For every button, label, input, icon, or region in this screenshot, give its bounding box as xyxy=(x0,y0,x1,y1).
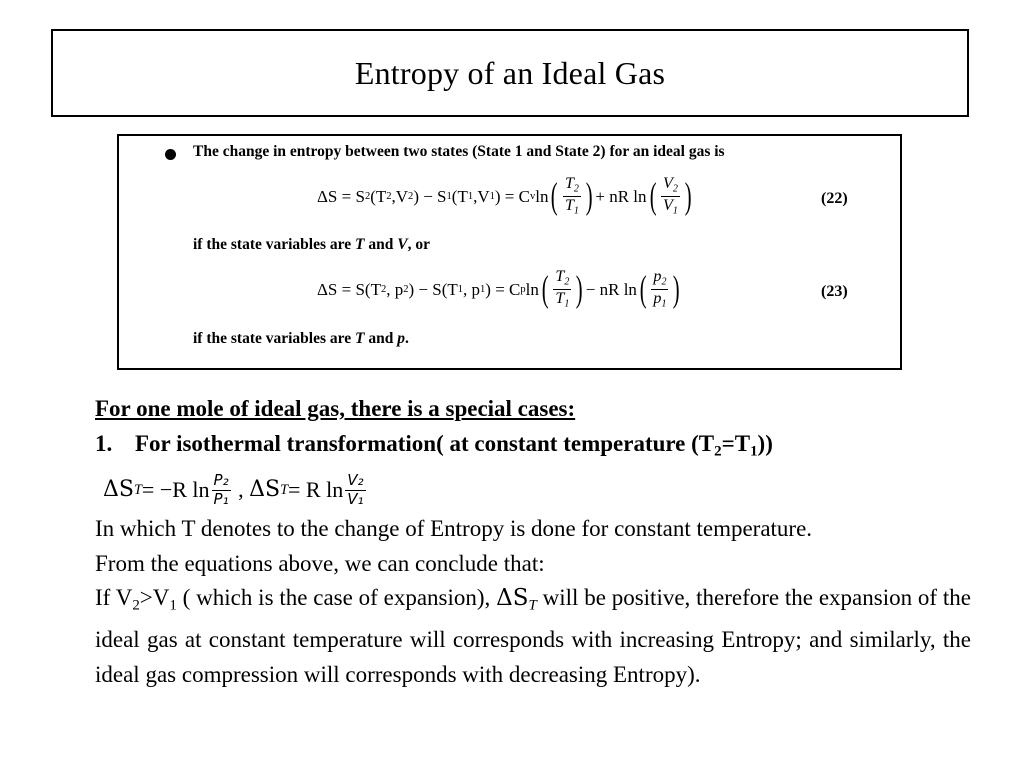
equation-number-23: (23) xyxy=(821,283,848,300)
eq22-sub: 2 xyxy=(408,191,414,203)
paren-open: ( xyxy=(541,268,549,310)
eq22-text: ln xyxy=(535,186,549,206)
fraction-t2-t1 xyxy=(563,176,581,217)
bullet-icon xyxy=(165,149,176,160)
frac-text: T xyxy=(564,197,574,215)
eq22-text: ,V xyxy=(391,186,409,206)
eq23-text: ln xyxy=(525,279,539,299)
formula-sub: T xyxy=(133,482,142,499)
figure-condition-line-2 xyxy=(193,330,409,348)
paragraph-conclusion-intro: From the equations above, we can conclude that: xyxy=(95,550,545,576)
para-text: If V xyxy=(95,585,133,611)
formula-text: = −R ln xyxy=(141,477,210,503)
eq22-text: ) − S xyxy=(413,186,447,206)
cond-text: and xyxy=(364,236,398,253)
eq22-text: + nR ln xyxy=(595,186,647,206)
fraction-v2-v1 xyxy=(661,176,680,217)
frac-text: T xyxy=(564,175,574,192)
frac-text: T xyxy=(555,290,565,308)
paren-open: ( xyxy=(639,268,647,310)
fraction-p2-p1 xyxy=(212,473,231,508)
case-sub: 2 xyxy=(714,442,722,459)
frac-sub: 2 xyxy=(672,183,678,195)
cond-var: T xyxy=(355,236,365,253)
eq22-lhs: ΔS = S xyxy=(317,186,365,206)
case-number: 1. xyxy=(95,430,113,456)
para-sub: 1 xyxy=(169,597,177,614)
frac-text: V₁ xyxy=(347,489,364,508)
frac-sub: 2 xyxy=(661,276,667,288)
eq23-text: ΔS = S(T xyxy=(317,279,381,299)
paren-close: ) xyxy=(576,268,583,310)
equation-figure xyxy=(117,134,902,370)
frac-sub: 1 xyxy=(661,298,667,310)
eq23-sub: 2 xyxy=(403,284,409,296)
para-text: will be positive, therefore the expansion of the ideal gas at constant temperature will corresponds with increasing Entropy; and similarly, the ideal gas compression will corresponds with decreasing Entropy). xyxy=(95,585,971,687)
eq23-text: − nR ln xyxy=(585,279,637,299)
frac-text: p xyxy=(653,290,662,308)
cond-text: . xyxy=(404,330,409,347)
case-text: For isothermal transformation( at constant temperature (T xyxy=(135,430,715,456)
formula-text: = R ln xyxy=(288,477,344,503)
paren-close: ) xyxy=(585,175,593,217)
frac-text: P₁ xyxy=(213,489,229,508)
formula-sub: T xyxy=(280,482,289,499)
equation-22 xyxy=(317,176,694,217)
body-content xyxy=(95,392,971,692)
case-heading xyxy=(95,427,971,469)
fraction-p2-p1 xyxy=(651,269,668,310)
paren-close: ) xyxy=(673,268,681,310)
eq23-text: , p xyxy=(463,279,481,299)
section-heading: For one mole of ideal gas, there is a special cases: xyxy=(95,396,576,421)
frac-text: P₂ xyxy=(213,471,229,490)
frac-sub: 1 xyxy=(573,205,579,217)
formula-delta-s: ΔS xyxy=(103,477,134,503)
eq22-sub: 1 xyxy=(489,191,495,203)
frac-sub: 1 xyxy=(564,298,570,310)
eq22-text: (T xyxy=(370,186,387,206)
para-delta-s: ΔS xyxy=(496,585,529,612)
paren-open: ( xyxy=(649,175,657,217)
isothermal-formula xyxy=(95,468,971,512)
eq23-text: ) − S(T xyxy=(408,279,458,299)
para-text: ( which is the case of expansion), xyxy=(176,585,497,611)
cond-var: V xyxy=(397,236,408,253)
eq22-sub: 2 xyxy=(386,191,392,203)
frac-sub: 2 xyxy=(564,276,570,288)
slide-title: Entropy of an Ideal Gas xyxy=(354,54,666,91)
formula-separator: , xyxy=(232,477,250,503)
para-sub: 2 xyxy=(132,597,140,614)
equation-23 xyxy=(317,269,683,310)
frac-text: V xyxy=(662,197,673,215)
paren-close: ) xyxy=(684,175,692,217)
formula-delta-s: ΔS xyxy=(249,477,281,503)
eq23-text: , p xyxy=(386,279,404,299)
eq22-sub: 1 xyxy=(467,191,474,203)
eq22-sub: 1 xyxy=(446,191,452,203)
frac-text: V xyxy=(662,175,673,192)
cond-var: T xyxy=(355,330,365,347)
fraction-t2-t1 xyxy=(553,269,571,310)
paragraph-definition: In which T denotes to the change of Entropy is done for constant temperature. xyxy=(95,516,813,542)
paragraph-conclusion xyxy=(95,581,971,692)
figure-condition-line-1 xyxy=(193,236,430,254)
frac-text: p xyxy=(653,268,662,285)
cond-text: , or xyxy=(407,236,430,253)
fraction-v2-v1 xyxy=(345,473,365,508)
case-sub: 1 xyxy=(750,442,758,459)
eq22-sub: 2 xyxy=(364,191,371,203)
equation-number-22: (22) xyxy=(821,190,848,207)
frac-sub: 1 xyxy=(672,205,678,217)
frac-text: T xyxy=(555,268,565,285)
para-text: >V xyxy=(139,585,170,611)
cond-text: if the state variables are xyxy=(193,330,355,347)
frac-sub: 2 xyxy=(573,183,579,195)
eq22-text: (T xyxy=(451,186,468,206)
case-text: )) xyxy=(757,430,773,456)
eq22-sub: v xyxy=(529,191,536,203)
eq23-sub: p xyxy=(520,284,526,296)
paren-open: ( xyxy=(551,175,559,217)
eq23-sub: 1 xyxy=(480,284,486,296)
eq23-sub: 1 xyxy=(457,284,464,296)
frac-text: V₂ xyxy=(347,471,364,490)
figure-intro-line: The change in entropy between two states (State 1 and State 2) for an ideal gas is xyxy=(193,143,725,160)
cond-text: if the state variables are xyxy=(193,236,355,253)
cond-var: p xyxy=(397,330,405,347)
eq22-text: ) = C xyxy=(494,186,530,206)
cond-text: and xyxy=(364,330,398,347)
para-sub: T xyxy=(528,597,537,614)
eq23-text: ) = C xyxy=(485,279,521,299)
case-text: =T xyxy=(721,430,751,456)
title-box xyxy=(51,29,969,117)
eq22-text: ,V xyxy=(473,186,490,206)
eq23-sub: 2 xyxy=(380,284,387,296)
